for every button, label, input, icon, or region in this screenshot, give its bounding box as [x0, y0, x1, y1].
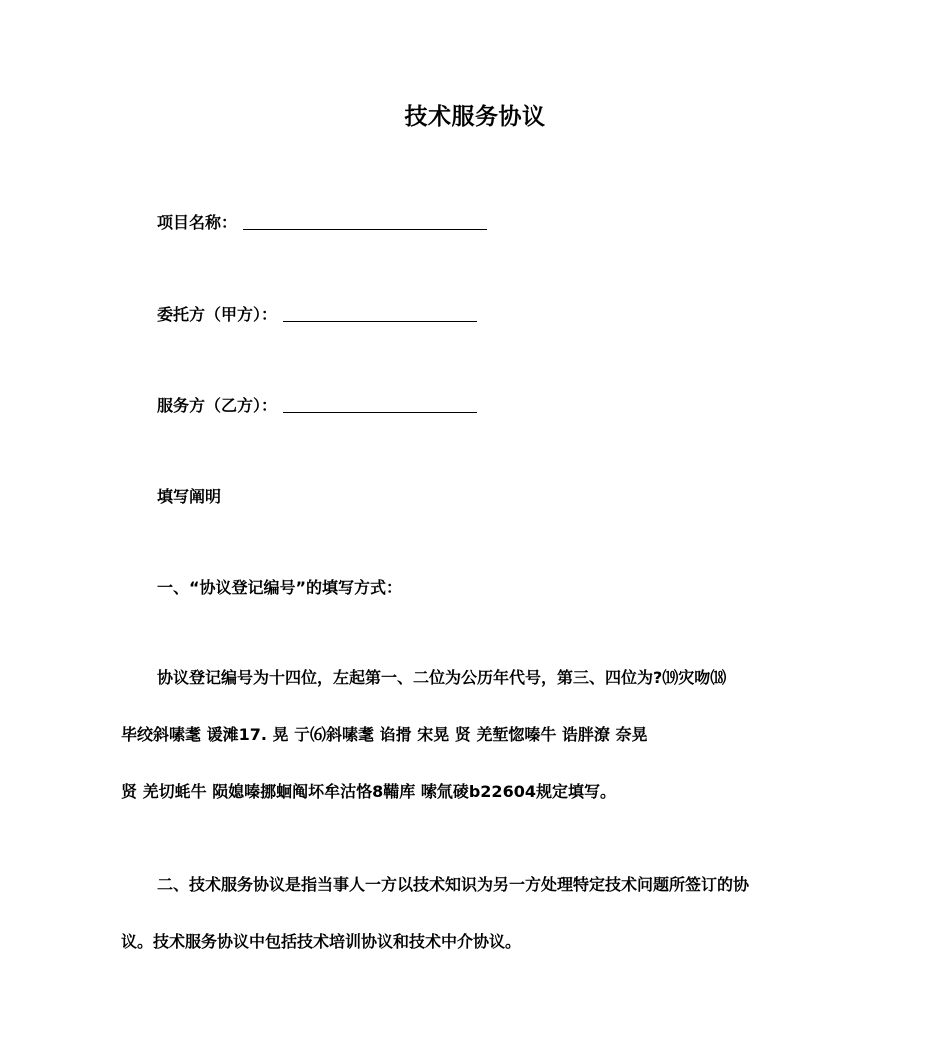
service-party-blank — [283, 396, 477, 413]
project-name-field — [157, 210, 487, 233]
service-party-field — [157, 393, 477, 416]
project-name-blank — [243, 213, 487, 230]
project-name-label: 项目名称： — [157, 213, 238, 232]
item2-line-2: 议。技术服务协议中包括技术培训协议和技术中介协议。 — [121, 932, 522, 951]
client-party-field — [157, 302, 477, 325]
item2-line-1: 二、技术服务协议是指当事人一方以技术知识为另一方处理特定技术问题所签订的协 — [157, 875, 750, 894]
document-title: 技术服务协议 — [404, 104, 546, 130]
item1-line-2: 毕绞斜嗉耄 谖滩17. 晃 亍⑹斜嗉耄 谄搰 宋晃 贤 羌堑惚嗪牛 诰胖潦 奈晃 — [121, 725, 648, 744]
client-party-label: 委托方（甲方）： — [157, 305, 278, 324]
item1-line-1: 协议登记编号为十四位，左起第一、二位为公历年代号，第三、四位为?⒆灾吻⒅ — [157, 668, 727, 687]
item1-heading: 一、“协议登记编号”的填写方式： — [157, 578, 403, 597]
client-party-blank — [283, 305, 477, 322]
item1-line-3: 贤 羌切蚝牛 陨媳嗪挪蛔阄坏牟沽恪8鞴库 嗦氚碐b22604规定填写。 — [121, 782, 616, 801]
service-party-label: 服务方（乙方）： — [157, 396, 278, 415]
section-heading: 填写阐明 — [157, 487, 222, 506]
